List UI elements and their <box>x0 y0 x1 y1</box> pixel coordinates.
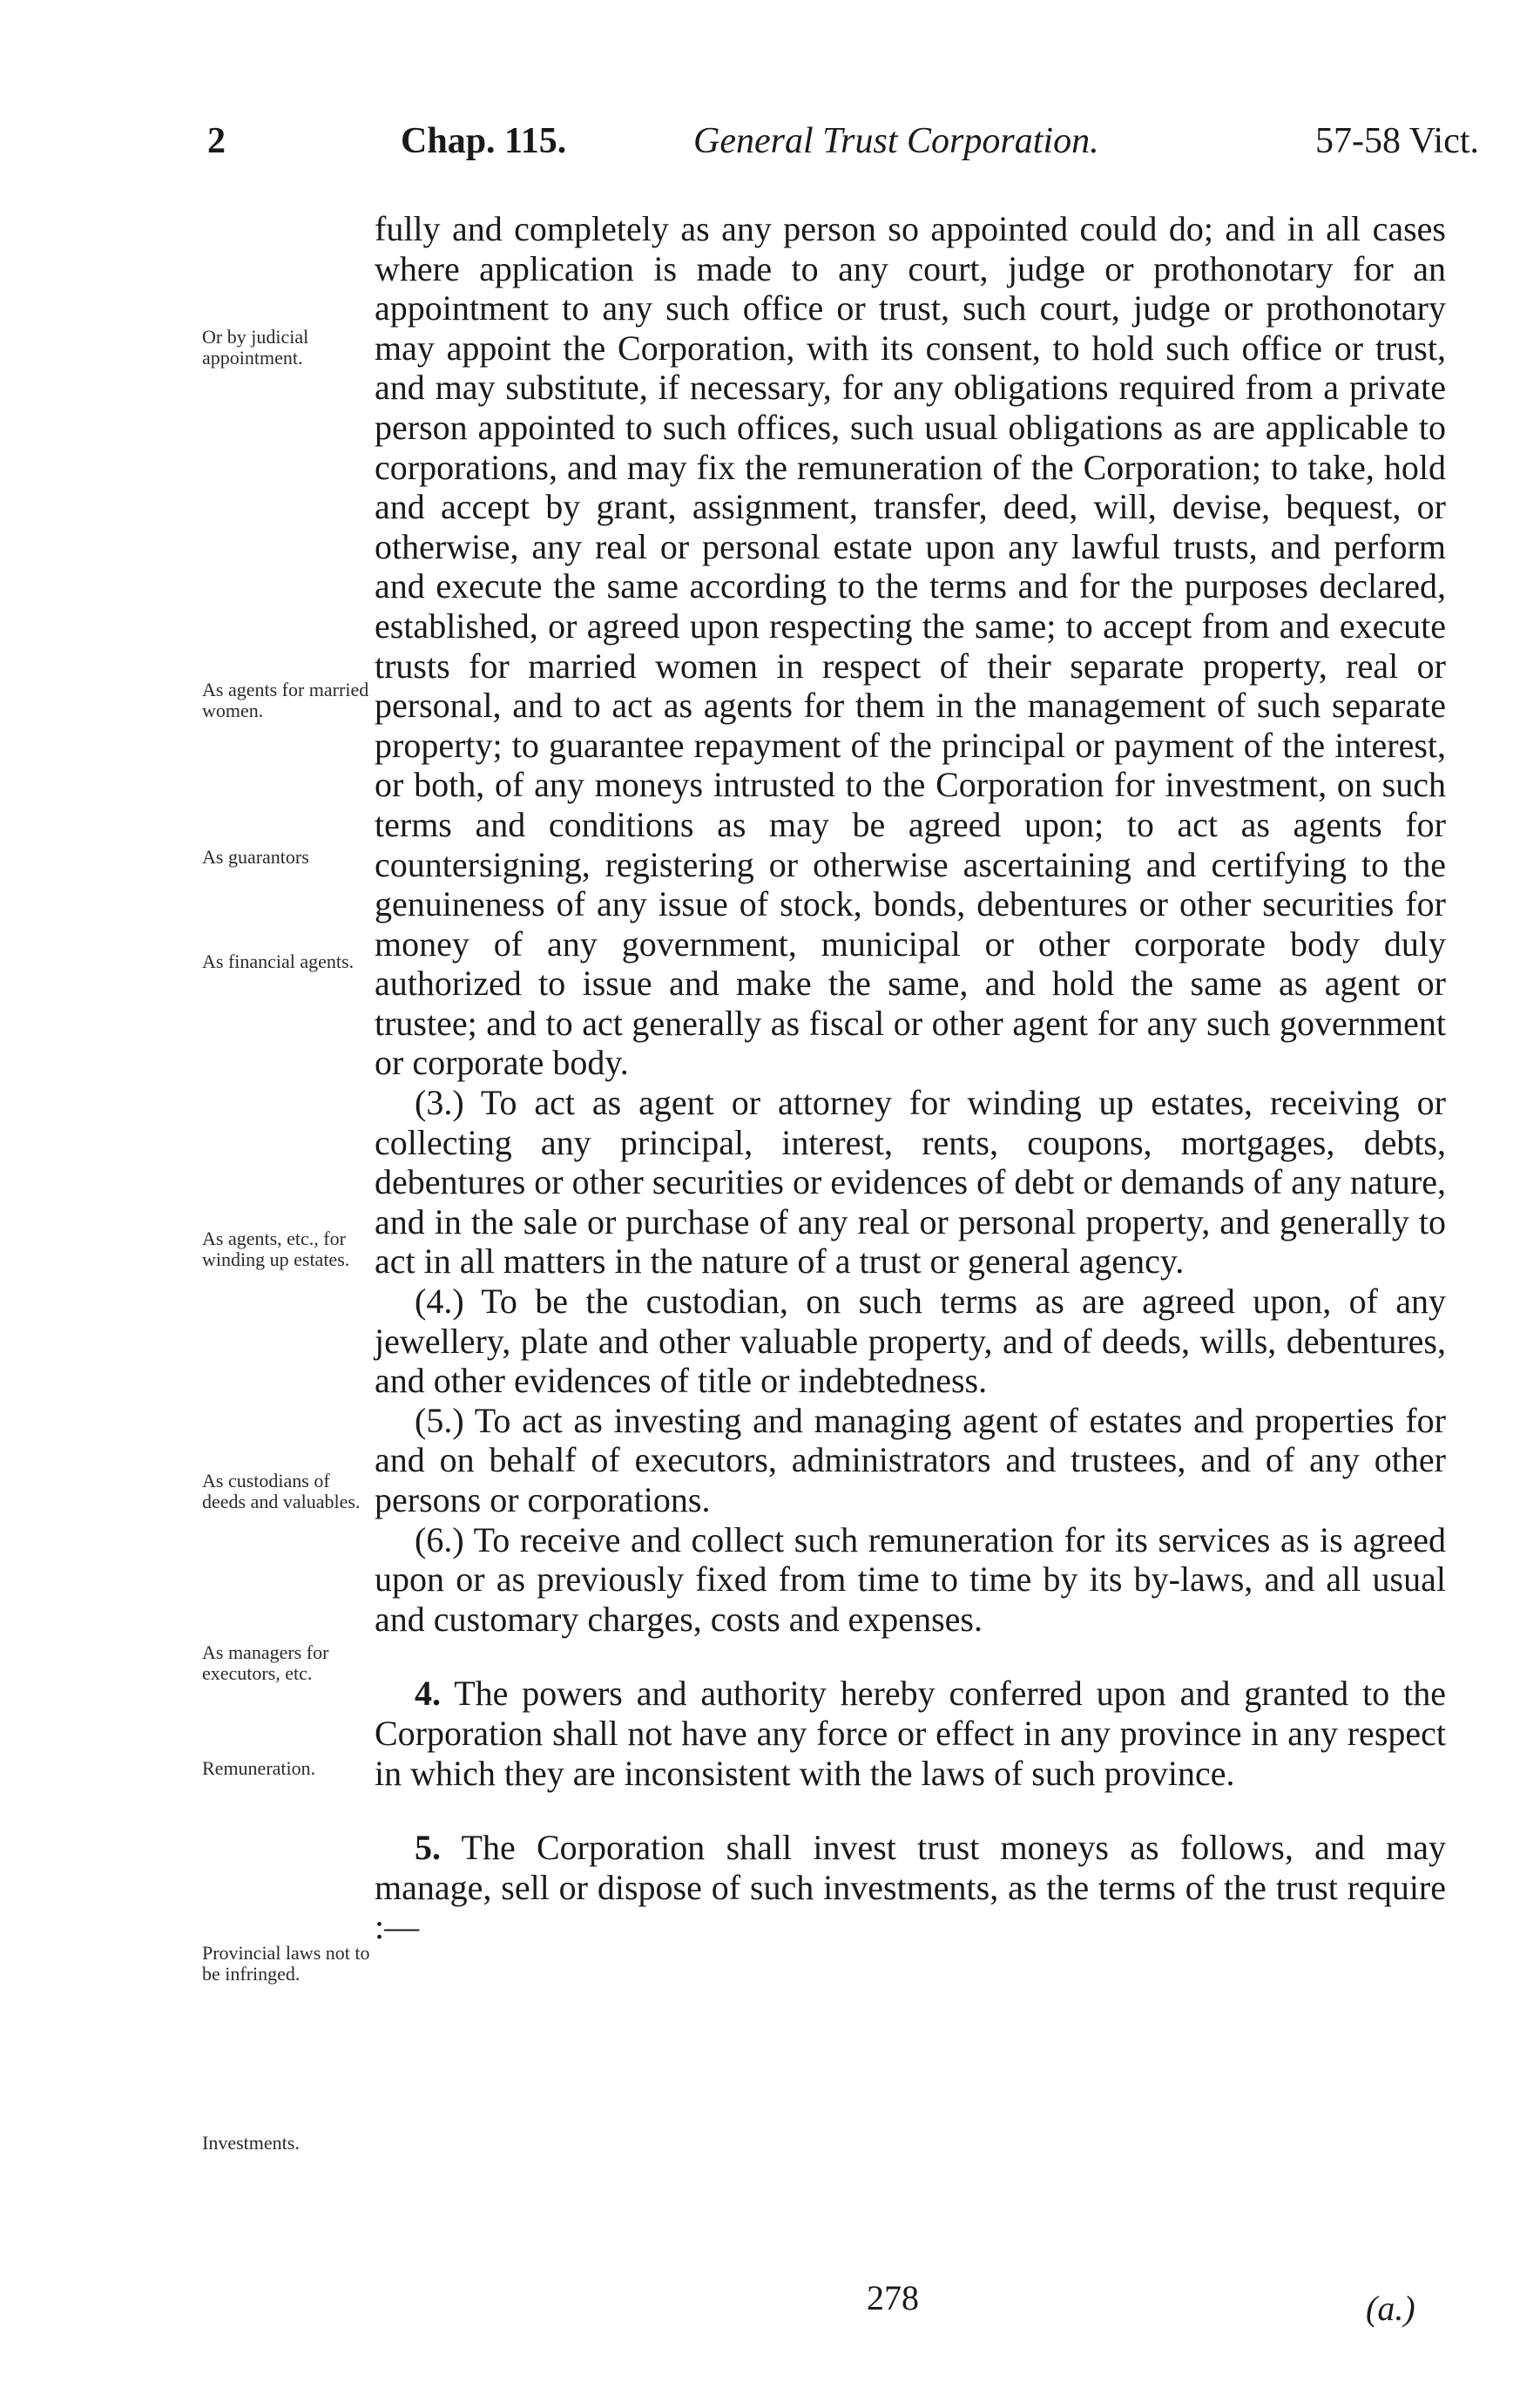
paragraph-clause-4: (4.) To be the custodian, on such terms as are agreed upon, of any jewellery, plate and other valuable property, and of deeds, wills, debentures, and other evidences of title or indebtedness. <box>375 1282 1446 1401</box>
margin-note-investments: Investments. <box>202 2132 300 2154</box>
section-5-number: 5. <box>415 1828 441 1868</box>
body-text <box>375 209 1446 1947</box>
header-chapter: Chap. 115. <box>401 121 567 161</box>
paragraph-clause-6: (6.) To receive and collect such remuneration for its services as is agreed upon or as previously fixed from time to time by its by-laws, and all usual and customary charges, costs and expenses. <box>375 1519 1446 1639</box>
section-4 <box>375 1674 1446 1793</box>
paragraph-continued: fully and completely as any person so appointed could do; and in all cases where application is made to any court, judge or prothonotary for an appointment to any such office or trust, such court, judge or prothonotary may appoint the Corporation, with its consent, to hold such office or trust, and may substitute, if necessary, for any obligations required from a private person appointed to such offices, such usual obligations as are applicable to corporations, and may fix the remuneration of the Corporation; to take, hold and accept by grant, assignment, transfer, deed, will, devise, bequest, or otherwise, any real or personal estate upon any lawful trusts, and perform and execute the same according to the terms and for the purposes declared, established, or agreed upon respecting the same; to accept from and execute trusts for married women in respect of their separate property, real or personal, and to act as agents for them in the management of such separate property; to guarantee repayment of the principal or payment of the interest, or both, of any moneys intrusted to the Corporation for investment, on such terms and conditions as may be agreed upon; to act as agents for countersigning, registering or otherwise ascertaining and certifying to the genuineness of any issue of stock, bonds, debentures or other securities for money of any government, municipal or other corporate body duly authorized to issue and make the same, and hold the same as agent or trustee; and to act generally as fiscal or other agent for any such government or corporate body. <box>375 209 1446 1083</box>
margin-note-remuneration: Remuneration. <box>202 1757 316 1779</box>
margin-note-judicial-appointment: Or by judicial appointment. <box>202 326 309 369</box>
running-header <box>207 120 1479 172</box>
margin-note-financial-agents: As financial agents. <box>202 950 355 972</box>
margin-note-guarantors: As guarantors <box>202 846 309 868</box>
section-4-number: 4. <box>415 1674 441 1714</box>
header-page-number: 2 <box>207 121 226 161</box>
margin-note-winding-up: As agents, etc., for winding up estates. <box>202 1228 350 1270</box>
section-5-text: The Corporation shall invest trust moneys as follows, and may manage, sell or dispose of such investments, as the terms of the trust require :— <box>375 1828 1446 1947</box>
margin-note-custodians: As custodians of deeds and valuables. <box>202 1470 361 1512</box>
margin-note-married-women: As agents for married women. <box>202 679 369 721</box>
section-5 <box>375 1828 1446 1947</box>
margin-note-managers: As managers for executors, etc. <box>202 1641 329 1684</box>
footer-page-number: 278 <box>867 2278 919 2317</box>
section-4-text: The powers and authority hereby conferred upon and granted to the Corporation shall not have any force or effect in any province in any respect in which they are inconsistent with the laws of such province. <box>375 1674 1447 1793</box>
header-session: 57-58 Vict. <box>1314 121 1479 161</box>
margin-note-provincial-laws: Provincial laws not to be infringed. <box>202 1942 370 1985</box>
footer-catchword: (a.) <box>1366 2289 1415 2328</box>
paragraph-clause-3: (3.) To act as agent or attorney for winding up estates, receiving or collecting any principal, interest, rents, coupons, mortgages, debts, debentures or other securities or evidences of debt or demands of any nature, and in the sale or purchase of any real or personal property, and generally to act in all matters in the nature of a trust or general agency. <box>375 1083 1446 1282</box>
header-title: General Trust Corporation. <box>693 121 1099 161</box>
paragraph-clause-5: (5.) To act as investing and managing agent of estates and properties for and on behalf of executors, administrators and trustees, and of any other persons or corporations. <box>375 1400 1446 1519</box>
